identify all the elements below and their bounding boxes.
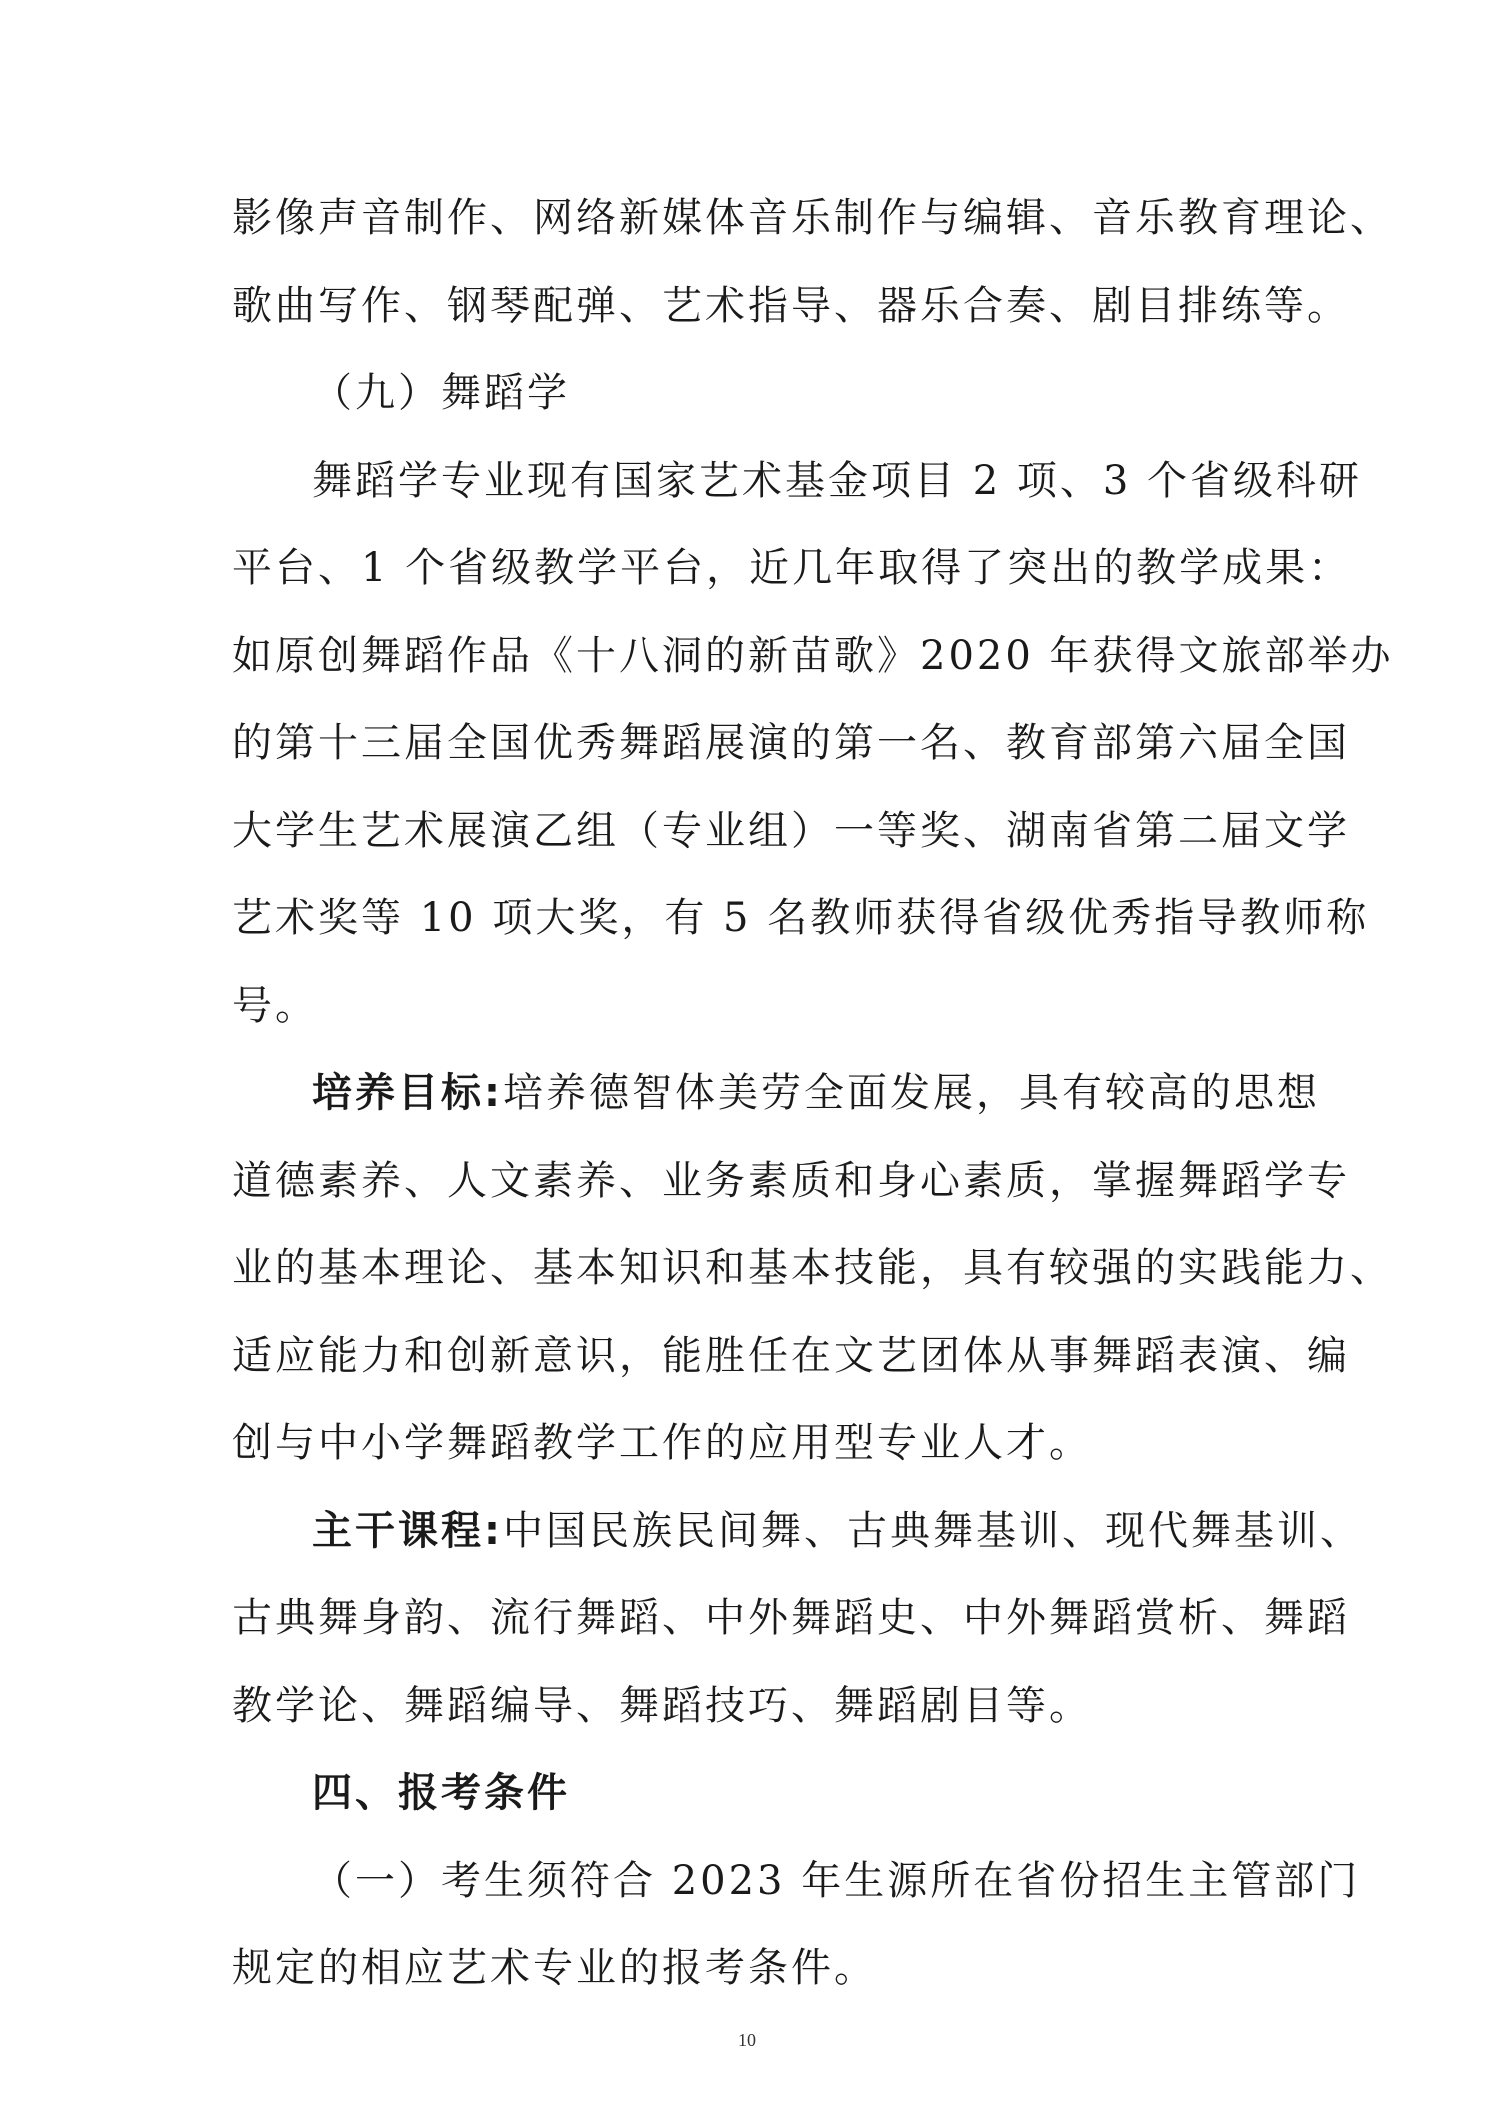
page-number: 10 (738, 2030, 756, 2050)
training-goal-label: 培养目标: (312, 1070, 503, 1116)
text-line: 适应能力和创新意识，能胜任在文艺团体从事舞蹈表演、编 (232, 1332, 1350, 1379)
section-heading-requirements: 四、报考条件 (312, 1770, 570, 1816)
text-line: 业的基本理论、基本知识和基本技能，具有较强的实践能力、 (232, 1245, 1393, 1291)
text-line: 号。 (232, 982, 318, 1029)
text-line: 创与中小学舞蹈教学工作的应用型专业人才。 (232, 1420, 1092, 1466)
text-line: 歌曲写作、钢琴配弹、艺术指导、器乐合奏、剧目排练等。 (232, 282, 1350, 329)
main-courses-line (232, 1488, 1363, 1576)
text-line: 道德素养、人文素养、业务素质和身心素质，掌握舞蹈学专 (232, 1157, 1350, 1204)
section-heading-dance: （九）舞蹈学 (312, 370, 570, 416)
text-line: 教学论、舞蹈编导、舞蹈技巧、舞蹈剧目等。 (232, 1682, 1092, 1729)
text-line: 大学生艺术展演乙组（专业组）一等奖、湖南省第二届文学 (232, 807, 1350, 854)
main-courses-label: 主干课程: (312, 1507, 503, 1554)
text-line: （一）考生须符合 2023 年生源所在省份招生主管部门 (312, 1857, 1361, 1904)
document-body (232, 175, 1394, 2013)
text-line: 艺术奖等 10 项大奖，有 5 名教师获得省级优秀指导教师称 (232, 895, 1370, 941)
text-line: 影像声音制作、网络新媒体音乐制作与编辑、音乐教育理论、 (232, 195, 1393, 241)
text-line: 平台、1 个省级教学平台，近几年取得了突出的教学成果： (232, 545, 1352, 591)
text-line: 如原创舞蹈作品《十八洞的新苗歌》2020 年获得文旅部举办 (232, 632, 1394, 679)
main-courses-text: 中国民族民间舞、古典舞基训、现代舞基训、 (503, 1507, 1363, 1554)
text-line: 规定的相应艺术专业的报考条件。 (232, 1945, 877, 1991)
training-goal-line (232, 1050, 1320, 1138)
text-line: 的第十三届全国优秀舞蹈展演的第一名、教育部第六届全国 (232, 720, 1350, 766)
training-goal-text: 培养德智体美劳全面发展，具有较高的思想 (503, 1070, 1320, 1116)
text-line: 古典舞身韵、流行舞蹈、中外舞蹈史、中外舞蹈赏析、舞蹈 (232, 1595, 1350, 1641)
text-line: 舞蹈学专业现有国家艺术基金项目 2 项、3 个省级科研 (312, 457, 1363, 504)
